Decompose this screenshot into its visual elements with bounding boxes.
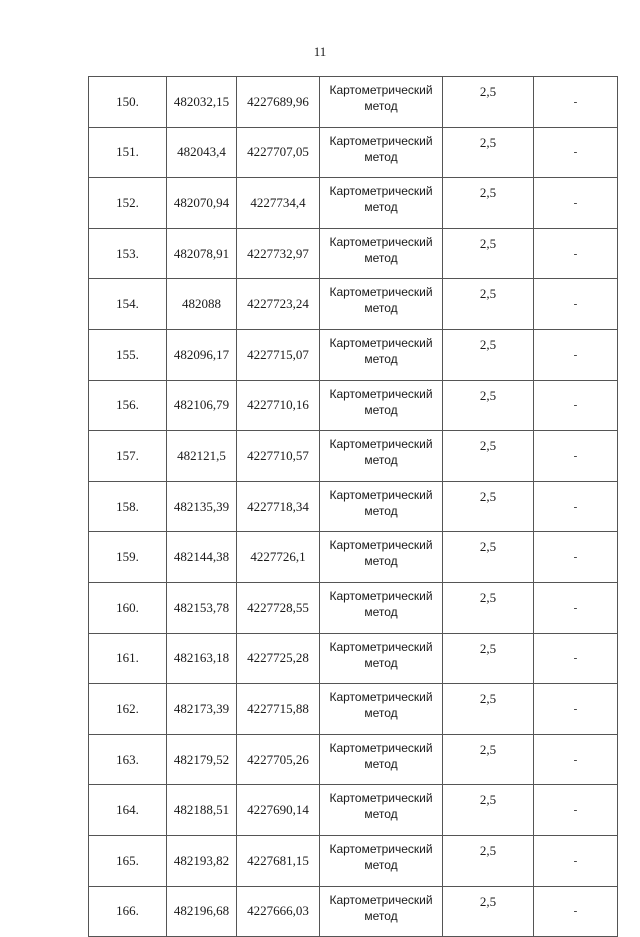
note-cell: - xyxy=(534,431,618,482)
table-row xyxy=(89,127,618,178)
accuracy-cell: 2,5 xyxy=(443,228,534,279)
x-coordinate-cell: 482135,39 xyxy=(167,481,237,532)
point-number-cell: 150. xyxy=(89,77,167,128)
table-row xyxy=(89,633,618,684)
point-number-cell: 162. xyxy=(89,684,167,735)
point-number-cell: 158. xyxy=(89,481,167,532)
table-row xyxy=(89,228,618,279)
point-number-cell: 165. xyxy=(89,835,167,886)
table-row xyxy=(89,532,618,583)
y-coordinate-cell: 4227734,4 xyxy=(237,178,320,229)
method-cell: Картометрический метод xyxy=(320,734,443,785)
y-coordinate-cell: 4227732,97 xyxy=(237,228,320,279)
point-number-cell: 151. xyxy=(89,127,167,178)
x-coordinate-cell: 482153,78 xyxy=(167,582,237,633)
table-row xyxy=(89,734,618,785)
method-cell: Картометрический метод xyxy=(320,127,443,178)
accuracy-cell: 2,5 xyxy=(443,633,534,684)
coordinates-table xyxy=(88,76,618,937)
point-number-cell: 156. xyxy=(89,380,167,431)
x-coordinate-cell: 482163,18 xyxy=(167,633,237,684)
method-cell: Картометрический метод xyxy=(320,684,443,735)
accuracy-cell: 2,5 xyxy=(443,279,534,330)
x-coordinate-cell: 482106,79 xyxy=(167,380,237,431)
accuracy-cell: 2,5 xyxy=(443,127,534,178)
method-cell: Картометрический метод xyxy=(320,532,443,583)
y-coordinate-cell: 4227681,15 xyxy=(237,835,320,886)
page-number: 11 xyxy=(313,44,327,59)
point-number-cell: 152. xyxy=(89,178,167,229)
accuracy-cell: 2,5 xyxy=(443,380,534,431)
table-row xyxy=(89,886,618,937)
method-cell: Картометрический метод xyxy=(320,835,443,886)
x-coordinate-cell: 482196,68 xyxy=(167,886,237,937)
x-coordinate-cell: 482173,39 xyxy=(167,684,237,735)
accuracy-cell: 2,5 xyxy=(443,684,534,735)
table-row xyxy=(89,380,618,431)
table-row xyxy=(89,481,618,532)
y-coordinate-cell: 4227710,57 xyxy=(237,431,320,482)
accuracy-cell: 2,5 xyxy=(443,886,534,937)
table-row xyxy=(89,835,618,886)
point-number-cell: 159. xyxy=(89,532,167,583)
accuracy-cell: 2,5 xyxy=(443,582,534,633)
x-coordinate-cell: 482032,15 xyxy=(167,77,237,128)
note-cell: - xyxy=(534,178,618,229)
x-coordinate-cell: 482096,17 xyxy=(167,329,237,380)
point-number-cell: 153. xyxy=(89,228,167,279)
x-coordinate-cell: 482121,5 xyxy=(167,431,237,482)
note-cell: - xyxy=(534,835,618,886)
table-row xyxy=(89,77,618,128)
note-cell: - xyxy=(534,380,618,431)
x-coordinate-cell: 482179,52 xyxy=(167,734,237,785)
note-cell: - xyxy=(534,481,618,532)
note-cell: - xyxy=(534,329,618,380)
point-number-cell: 163. xyxy=(89,734,167,785)
note-cell: - xyxy=(534,633,618,684)
point-number-cell: 160. xyxy=(89,582,167,633)
method-cell: Картометрический метод xyxy=(320,228,443,279)
note-cell: - xyxy=(534,582,618,633)
point-number-cell: 155. xyxy=(89,329,167,380)
y-coordinate-cell: 4227705,26 xyxy=(237,734,320,785)
method-cell: Картометрический метод xyxy=(320,77,443,128)
table-row xyxy=(89,684,618,735)
method-cell: Картометрический метод xyxy=(320,178,443,229)
method-cell: Картометрический метод xyxy=(320,329,443,380)
table-row xyxy=(89,329,618,380)
table-row xyxy=(89,279,618,330)
point-number-cell: 157. xyxy=(89,431,167,482)
method-cell: Картометрический метод xyxy=(320,582,443,633)
y-coordinate-cell: 4227710,16 xyxy=(237,380,320,431)
accuracy-cell: 2,5 xyxy=(443,431,534,482)
note-cell: - xyxy=(534,127,618,178)
y-coordinate-cell: 4227715,88 xyxy=(237,684,320,735)
accuracy-cell: 2,5 xyxy=(443,532,534,583)
y-coordinate-cell: 4227690,14 xyxy=(237,785,320,836)
y-coordinate-cell: 4227689,96 xyxy=(237,77,320,128)
y-coordinate-cell: 4227723,24 xyxy=(237,279,320,330)
coordinates-table-body xyxy=(89,77,618,937)
note-cell: - xyxy=(534,77,618,128)
accuracy-cell: 2,5 xyxy=(443,329,534,380)
note-cell: - xyxy=(534,886,618,937)
accuracy-cell: 2,5 xyxy=(443,481,534,532)
y-coordinate-cell: 4227666,03 xyxy=(237,886,320,937)
x-coordinate-cell: 482043,4 xyxy=(167,127,237,178)
x-coordinate-cell: 482188,51 xyxy=(167,785,237,836)
method-cell: Картометрический метод xyxy=(320,785,443,836)
note-cell: - xyxy=(534,785,618,836)
table-row xyxy=(89,582,618,633)
point-number-cell: 166. xyxy=(89,886,167,937)
accuracy-cell: 2,5 xyxy=(443,77,534,128)
y-coordinate-cell: 4227726,1 xyxy=(237,532,320,583)
table-row xyxy=(89,785,618,836)
x-coordinate-cell: 482193,82 xyxy=(167,835,237,886)
accuracy-cell: 2,5 xyxy=(443,734,534,785)
point-number-cell: 154. xyxy=(89,279,167,330)
accuracy-cell: 2,5 xyxy=(443,178,534,229)
note-cell: - xyxy=(534,684,618,735)
x-coordinate-cell: 482088 xyxy=(167,279,237,330)
accuracy-cell: 2,5 xyxy=(443,835,534,886)
method-cell: Картометрический метод xyxy=(320,481,443,532)
point-number-cell: 161. xyxy=(89,633,167,684)
point-number-cell: 164. xyxy=(89,785,167,836)
table-row xyxy=(89,431,618,482)
y-coordinate-cell: 4227707,05 xyxy=(237,127,320,178)
y-coordinate-cell: 4227718,34 xyxy=(237,481,320,532)
method-cell: Картометрический метод xyxy=(320,431,443,482)
note-cell: - xyxy=(534,279,618,330)
note-cell: - xyxy=(534,734,618,785)
y-coordinate-cell: 4227715,07 xyxy=(237,329,320,380)
y-coordinate-cell: 4227725,28 xyxy=(237,633,320,684)
method-cell: Картометрический метод xyxy=(320,279,443,330)
method-cell: Картометрический метод xyxy=(320,886,443,937)
method-cell: Картометрический метод xyxy=(320,380,443,431)
table-row xyxy=(89,178,618,229)
note-cell: - xyxy=(534,228,618,279)
note-cell: - xyxy=(534,532,618,583)
y-coordinate-cell: 4227728,55 xyxy=(237,582,320,633)
x-coordinate-cell: 482070,94 xyxy=(167,178,237,229)
x-coordinate-cell: 482078,91 xyxy=(167,228,237,279)
accuracy-cell: 2,5 xyxy=(443,785,534,836)
method-cell: Картометрический метод xyxy=(320,633,443,684)
x-coordinate-cell: 482144,38 xyxy=(167,532,237,583)
